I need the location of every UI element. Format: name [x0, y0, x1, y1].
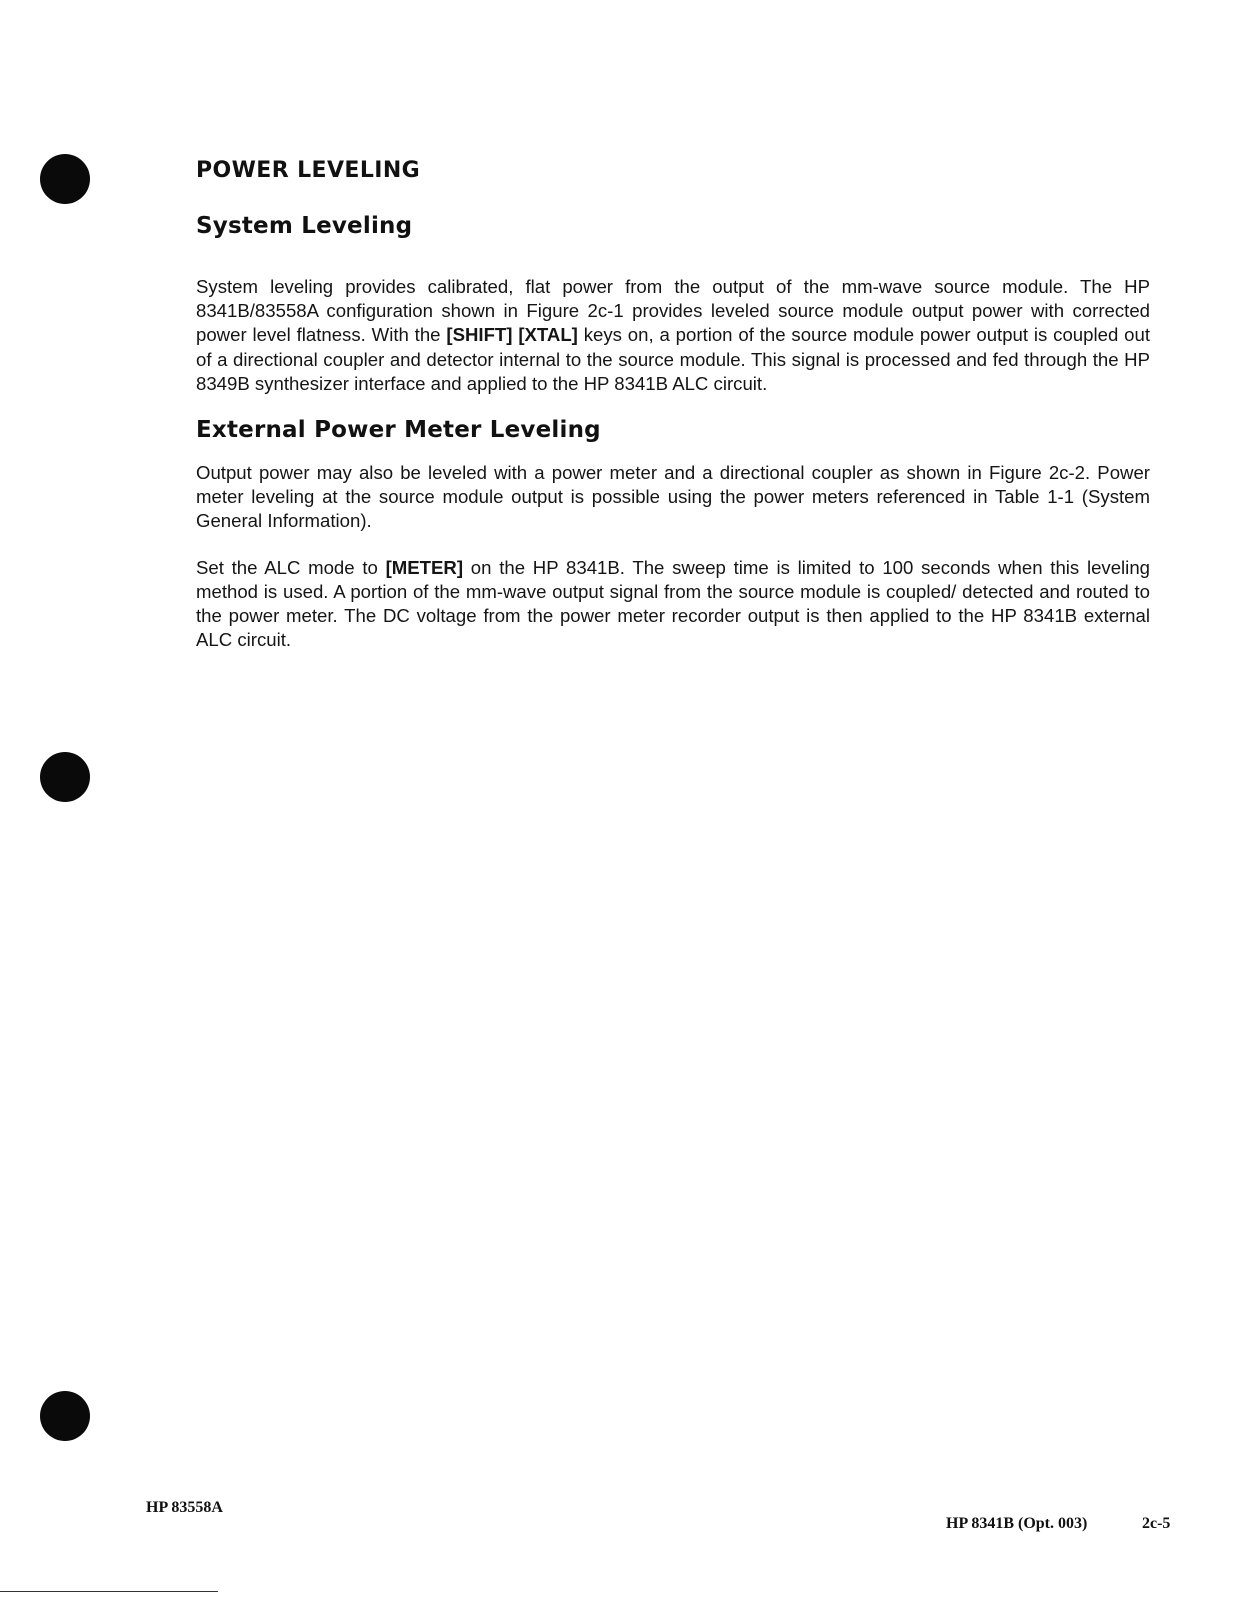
meter-key-label: [METER] [385, 556, 464, 578]
system-leveling-heading: System Leveling [196, 213, 413, 239]
system-leveling-text-2: keys on, a portion of the source module power output is coupled out of a directional coupler and detector internal to the source module. This signal is processed and fed through the HP 8349B synthesizer interface and applied to the HP 8341B ALC circuit. [196, 324, 1150, 394]
external-leveling-paragraph-2 [196, 556, 1150, 653]
external-leveling-paragraph-1: Output power may also be leveled with a power meter and a directional coupler as shown in Figure 2c-2. Power meter leveling at the source module output is possible using the power meters referenced in Table 1-1 (System General Information). [196, 462, 1150, 532]
system-leveling-text-1: System leveling provides calibrated, flat power from the output of the mm-wave source module. The HP 8341B/83558A configuration shown in Figure 2c-1 provides leveled source module output power with corrected power level flatness. With the [196, 276, 1150, 346]
section-title: POWER LEVELING [196, 158, 421, 183]
shift-key-label: [SHIFT] [446, 324, 513, 346]
system-leveling-paragraph [196, 275, 1150, 396]
binder-hole-bottom [40, 1391, 90, 1441]
external-leveling-text-before: Set the ALC mode to [196, 556, 386, 578]
footer-instrument: HP 8341B (Opt. 003) [946, 1515, 1088, 1532]
binder-hole-middle [40, 752, 90, 802]
external-leveling-text-after: on the HP 8341B. The sweep time is limited to 100 seconds when this leveling method is used. A portion of the mm-wave output signal from the source module is coupled/ detected and routed to the power meter. The DC voltage from the power meter recorder output is then applied to the HP 8341B external ALC circuit. [196, 556, 1150, 651]
binder-hole-top [40, 154, 90, 204]
xtal-key-label: [XTAL] [518, 324, 578, 346]
external-leveling-heading: External Power Meter Leveling [196, 417, 601, 444]
page-number: 2c-5 [1142, 1515, 1171, 1532]
footer-model: HP 83558A [146, 1499, 223, 1516]
page-content [196, 158, 1150, 652]
scan-edge-line [0, 1591, 218, 1592]
